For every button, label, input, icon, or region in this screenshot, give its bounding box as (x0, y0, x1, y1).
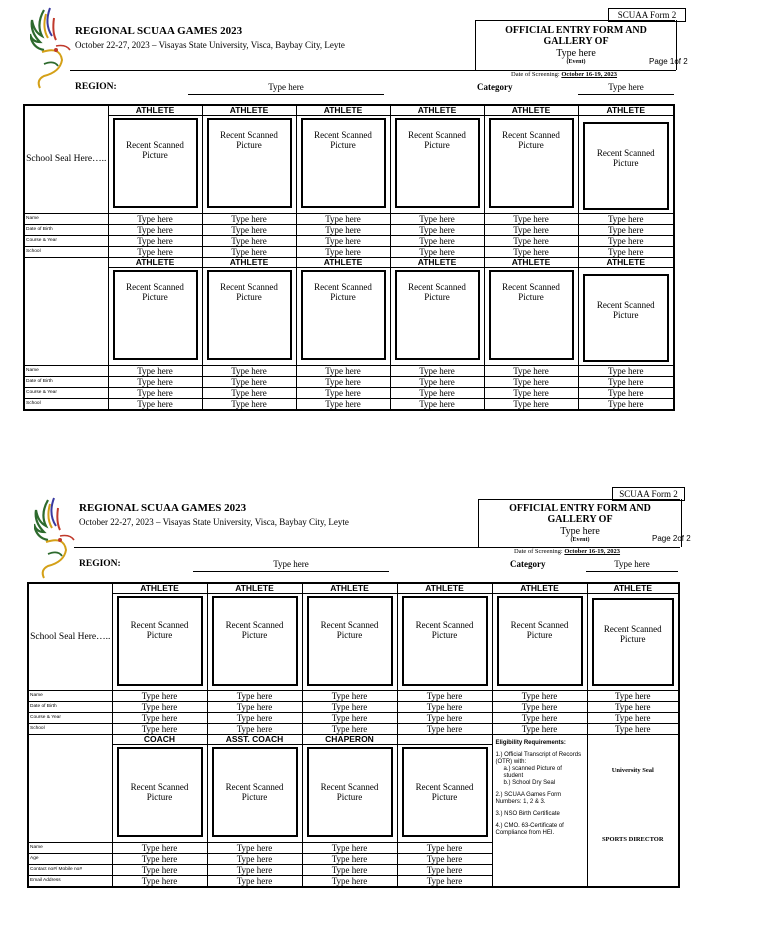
school-seal-area: School Seal Here….. (28, 583, 112, 691)
entry-form-box (475, 20, 677, 70)
field-label-school: School (28, 724, 112, 735)
photo-slot[interactable]: Recent Scanned Picture (583, 122, 670, 210)
age-input[interactable]: Type here (207, 854, 302, 865)
event-title: REGIONAL SCUAA GAMES 2023 (75, 25, 243, 37)
school-input[interactable]: Type here (108, 399, 202, 411)
school-input[interactable]: Type here (302, 724, 397, 735)
requirement-dry-seal: b.) School Dry Seal (503, 780, 556, 786)
page-number: Page 1of 2 (649, 57, 688, 66)
dob-input[interactable]: Type here (578, 377, 674, 388)
contact-input[interactable]: Type here (207, 865, 302, 876)
field-label-school: School (24, 399, 108, 411)
school-input[interactable]: Type here (390, 399, 484, 411)
asst-coach-header: ASST. COACH (207, 735, 302, 745)
athlete-header: ATHLETE (397, 583, 492, 594)
course-input[interactable]: Type here (302, 713, 397, 724)
photo-slot[interactable]: Recent Scanned Picture (489, 118, 574, 208)
athlete-header: ATHLETE (112, 583, 207, 594)
blank-header (397, 735, 492, 745)
athlete-header: ATHLETE (578, 105, 674, 116)
chaperon-photo-slot[interactable]: Recent Scanned Picture (307, 747, 393, 837)
photo-slot[interactable]: Recent Scanned Picture (301, 270, 386, 360)
athlete-header: ATHLETE (296, 258, 390, 268)
field-label-name: Name (28, 691, 112, 702)
screening-date: October 16-19, 2023 (561, 71, 618, 78)
name-input[interactable]: Type here (578, 214, 674, 225)
name-input[interactable]: Type here (296, 214, 390, 225)
field-label-dob: Date of Birth (24, 377, 108, 388)
course-input[interactable]: Type here (492, 713, 587, 724)
name-input[interactable]: Type here (397, 843, 492, 854)
photo-slot[interactable]: Recent Scanned Picture (402, 596, 488, 686)
contact-input[interactable]: Type here (112, 865, 207, 876)
name-input[interactable]: Type here (390, 214, 484, 225)
name-input[interactable]: Type here (302, 843, 397, 854)
screening-label: Date of Screening: (511, 71, 560, 78)
athlete-header: ATHLETE (296, 105, 390, 116)
field-label-age: Age (28, 854, 112, 865)
form-number-label: SCUAA Form 2 (612, 487, 685, 501)
photo-slot[interactable]: Recent Scanned Picture (489, 270, 574, 360)
blank-seal-cell (24, 258, 108, 366)
dob-input[interactable]: Type here (112, 702, 207, 713)
course-input[interactable]: Type here (484, 236, 578, 247)
athlete-header: ATHLETE (302, 583, 397, 594)
event-subtitle: October 22-27, 2023 – Visayas State University, Visca, Baybay City, Leyte (79, 517, 349, 527)
coach-photo-slot[interactable]: Recent Scanned Picture (117, 747, 203, 837)
athlete-header: ATHLETE (108, 258, 202, 268)
dob-input[interactable]: Type here (108, 225, 202, 236)
athlete-header: ATHLETE (207, 583, 302, 594)
athlete-header: ATHLETE (108, 105, 202, 116)
athlete-header: ATHLETE (492, 583, 587, 594)
name-input[interactable]: Type here (202, 366, 296, 377)
field-label-name: Name (24, 366, 108, 377)
dob-input[interactable]: Type here (296, 377, 390, 388)
field-label-dob: Date of Birth (28, 702, 112, 713)
field-label-course: Course & Year (28, 713, 112, 724)
age-input[interactable]: Type here (112, 854, 207, 865)
school-seal-area: School Seal Here….. (24, 105, 108, 214)
field-label-contact: Contact no#/ Mobile no# (28, 865, 112, 876)
email-input[interactable]: Type here (207, 876, 302, 888)
age-input[interactable]: Type here (397, 854, 492, 865)
dob-input[interactable]: Type here (484, 377, 578, 388)
name-input[interactable]: Type here (302, 691, 397, 702)
requirement-forms: 2.) SCUAA Games Form Numbers: 1, 2 & 3. (495, 792, 562, 805)
athlete-header: ATHLETE (484, 258, 578, 268)
photo-slot[interactable]: Recent Scanned Picture (583, 274, 670, 362)
field-label-course: Course & Year (24, 236, 108, 247)
photo-slot[interactable]: Recent Scanned Picture (592, 598, 675, 686)
entry-form-title-1: OFFICIAL ENTRY FORM AND (505, 25, 647, 36)
event-label: (Event) (566, 59, 586, 65)
school-input[interactable]: Type here (296, 399, 390, 411)
course-input[interactable]: Type here (108, 388, 202, 399)
athletes-grid-2 (27, 582, 680, 888)
school-input[interactable]: Type here (207, 724, 302, 735)
category-label: Category (477, 82, 513, 92)
name-input[interactable]: Type here (207, 843, 302, 854)
name-input[interactable]: Type here (484, 366, 578, 377)
school-input[interactable]: Type here (484, 399, 578, 411)
athlete-header: ATHLETE (390, 105, 484, 116)
name-input[interactable]: Type here (578, 366, 674, 377)
dob-input[interactable]: Type here (390, 225, 484, 236)
school-input[interactable]: Type here (296, 247, 390, 258)
category-label: Category (510, 559, 546, 569)
photo-slot[interactable]: Recent Scanned Picture (113, 270, 198, 360)
dob-input[interactable]: Type here (484, 225, 578, 236)
course-input[interactable]: Type here (202, 236, 296, 247)
screening-label: Date of Screening: (514, 548, 563, 555)
dob-input[interactable]: Type here (302, 702, 397, 713)
region-input[interactable]: Type here (193, 559, 389, 572)
school-input[interactable]: Type here (112, 724, 207, 735)
dob-input[interactable]: Type here (587, 702, 679, 713)
photo-slot[interactable]: Recent Scanned Picture (497, 596, 583, 686)
name-input[interactable]: Type here (108, 366, 202, 377)
course-input[interactable]: Type here (202, 388, 296, 399)
school-input[interactable]: Type here (484, 247, 578, 258)
form-number-label: SCUAA Form 2 (608, 8, 686, 22)
course-input[interactable]: Type here (397, 713, 492, 724)
athlete-header: ATHLETE (202, 258, 296, 268)
age-input[interactable]: Type here (302, 854, 397, 865)
chaperon-header: CHAPERON (302, 735, 397, 745)
field-label-email: Email Address (28, 876, 112, 888)
scuaa-phoenix-logo (30, 6, 72, 92)
school-input[interactable]: Type here (578, 247, 674, 258)
photo-slot[interactable]: Recent Scanned Picture (395, 270, 480, 360)
region-label: REGION: (75, 82, 117, 92)
name-input[interactable]: Type here (492, 691, 587, 702)
requirement-cmo: 4.) CMO. 63-Certificate of Compliance from HEI. (495, 823, 564, 836)
blank-seal-cell (28, 735, 112, 843)
screening-date-line (514, 548, 620, 555)
photo-slot[interactable]: Recent Scanned Picture (212, 596, 298, 686)
dob-input[interactable]: Type here (492, 702, 587, 713)
sports-director: SPORTS DIRECTOR (601, 836, 664, 843)
dob-input[interactable]: Type here (202, 377, 296, 388)
school-input[interactable]: Type here (390, 247, 484, 258)
dob-input[interactable]: Type here (390, 377, 484, 388)
photo-slot[interactable]: Recent Scanned Picture (395, 118, 480, 208)
course-input[interactable]: Type here (207, 713, 302, 724)
athletes-grid-1 (23, 104, 675, 411)
event-title: REGIONAL SCUAA GAMES 2023 (79, 502, 247, 514)
course-input[interactable]: Type here (390, 388, 484, 399)
name-input[interactable]: Type here (202, 214, 296, 225)
requirement-nso: 3.) NSO Birth Certificate (495, 811, 560, 817)
screening-date: October 16-19, 2023 (564, 548, 621, 555)
course-input[interactable]: Type here (578, 388, 674, 399)
course-input[interactable]: Type here (587, 713, 679, 724)
name-input[interactable]: Type here (484, 214, 578, 225)
name-input[interactable]: Type here (397, 691, 492, 702)
name-input[interactable]: Type here (112, 843, 207, 854)
entry-form-title-2: GALLERY OF (543, 36, 609, 47)
screening-date-line (511, 71, 617, 78)
school-input[interactable]: Type here (587, 724, 679, 735)
dob-input[interactable]: Type here (207, 702, 302, 713)
field-label-dob: Date of Birth (24, 225, 108, 236)
region-input[interactable]: Type here (188, 82, 384, 95)
signature-area (587, 735, 679, 888)
photo-slot[interactable]: Recent Scanned Picture (307, 596, 393, 686)
athlete-header: ATHLETE (390, 258, 484, 268)
email-input[interactable]: Type here (397, 876, 492, 888)
event-subtitle: October 22-27, 2023 – Visayas State University, Visca, Baybay City, Leyte (75, 40, 345, 50)
official-photo-slot[interactable]: Recent Scanned Picture (402, 747, 488, 837)
name-input[interactable]: Type here (296, 366, 390, 377)
course-input[interactable]: Type here (296, 236, 390, 247)
school-input[interactable]: Type here (108, 247, 202, 258)
form-page-1 (0, 0, 768, 420)
photo-slot[interactable]: Recent Scanned Picture (113, 118, 198, 208)
name-input[interactable]: Type here (390, 366, 484, 377)
athlete-header: ATHLETE (578, 258, 674, 268)
asst-coach-photo-slot[interactable]: Recent Scanned Picture (212, 747, 298, 837)
university-seal: University Seal (611, 767, 654, 774)
course-input[interactable]: Type here (578, 236, 674, 247)
email-input[interactable]: Type here (112, 876, 207, 888)
eligibility-requirements (492, 735, 587, 888)
scuaa-phoenix-logo (34, 496, 76, 582)
coach-header: COACH (112, 735, 207, 745)
course-input[interactable]: Type here (484, 388, 578, 399)
contact-input[interactable]: Type here (397, 865, 492, 876)
name-input[interactable]: Type here (587, 691, 679, 702)
course-input[interactable]: Type here (296, 388, 390, 399)
event-input[interactable]: Type here (556, 48, 596, 59)
photo-slot[interactable]: Recent Scanned Picture (207, 270, 292, 360)
school-input[interactable]: Type here (578, 399, 674, 411)
course-input[interactable]: Type here (112, 713, 207, 724)
photo-slot[interactable]: Recent Scanned Picture (207, 118, 292, 208)
dob-input[interactable]: Type here (578, 225, 674, 236)
course-input[interactable]: Type here (390, 236, 484, 247)
event-input[interactable]: Type here (560, 526, 600, 537)
email-input[interactable]: Type here (302, 876, 397, 888)
school-input[interactable]: Type here (492, 724, 587, 735)
photo-slot[interactable]: Recent Scanned Picture (301, 118, 386, 208)
category-input[interactable]: Type here (586, 559, 678, 572)
name-input[interactable]: Type here (112, 691, 207, 702)
name-input[interactable]: Type here (108, 214, 202, 225)
school-input[interactable]: Type here (397, 724, 492, 735)
name-input[interactable]: Type here (207, 691, 302, 702)
event-label: (Event) (570, 537, 590, 543)
category-input[interactable]: Type here (578, 82, 674, 95)
entry-form-title-1: OFFICIAL ENTRY FORM AND (509, 503, 651, 514)
photo-slot[interactable]: Recent Scanned Picture (117, 596, 203, 686)
course-input[interactable]: Type here (108, 236, 202, 247)
contact-input[interactable]: Type here (302, 865, 397, 876)
school-input[interactable]: Type here (202, 399, 296, 411)
school-input[interactable]: Type here (202, 247, 296, 258)
dob-input[interactable]: Type here (108, 377, 202, 388)
athlete-header: ATHLETE (587, 583, 679, 594)
field-label-name: Name (24, 214, 108, 225)
requirement-otr: 1.) Official Transcript of Records (OTR) with: (495, 752, 582, 765)
requirements-title: Eligibility Requirements: (495, 740, 566, 746)
region-label: REGION: (79, 559, 121, 569)
form-page-2 (0, 480, 768, 900)
athlete-header: ATHLETE (202, 105, 296, 116)
dob-input[interactable]: Type here (296, 225, 390, 236)
athlete-header: ATHLETE (484, 105, 578, 116)
dob-input[interactable]: Type here (397, 702, 492, 713)
page-number: Page 2of 2 (652, 534, 691, 543)
entry-form-title-2: GALLERY OF (547, 514, 613, 525)
field-label-name: Name (28, 843, 112, 854)
field-label-school: School (24, 247, 108, 258)
field-label-course: Course & Year (24, 388, 108, 399)
requirement-picture: a.) scanned Picture of student (503, 766, 562, 779)
dob-input[interactable]: Type here (202, 225, 296, 236)
